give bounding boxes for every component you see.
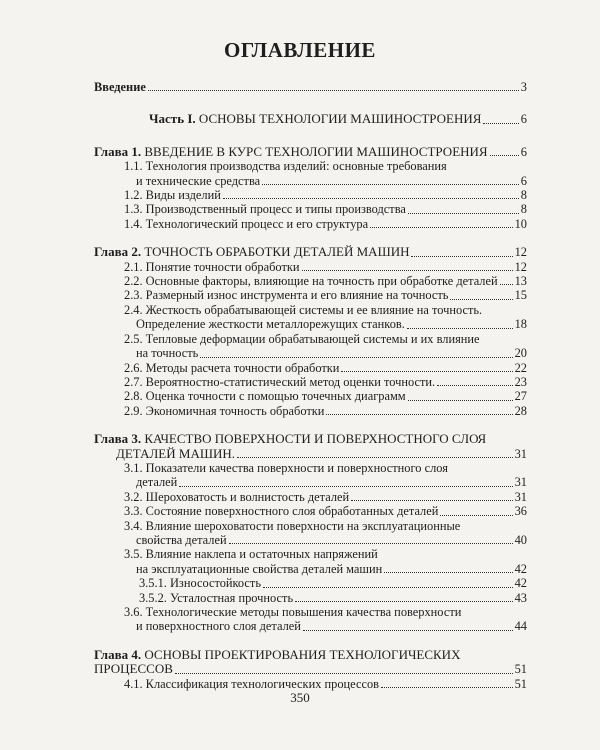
toc-entry-intro[interactable]: Введение 3 — [94, 80, 527, 94]
toc-entry-2-4[interactable]: 2.4. Жесткость обрабатывающей системы и ее влияние на точность. Определение жесткости металлорежущих станков. 18 — [124, 302, 527, 332]
toc-entry-2-2[interactable]: 2.2. Основные факторы, влияющие на точность при обработке деталей 13 — [124, 274, 527, 289]
toc-entry-1-3[interactable]: 1.3. Производственный процесс и типы производства 8 — [124, 202, 527, 217]
toc-entry-3-5[interactable]: 3.5. Влияние наклепа и остаточных напряжений на эксплуатационные свойства деталей машин 42 — [124, 547, 527, 576]
toc-entry-1-4[interactable]: 1.4. Технологический процесс и его структура 10 — [124, 216, 527, 231]
toc-entry-1-1[interactable]: 1.1. Технология производства изделий: основные требования и технические средства 6 — [124, 159, 527, 188]
toc-entry-chapter-2[interactable]: Глава 2. ТОЧНОСТЬ ОБРАБОТКИ ДЕТАЛЕЙ МАШИН 12 — [94, 244, 527, 260]
toc-entry-chapter-1[interactable]: Глава 1. ВВЕДЕНИЕ В КУРС ТЕХНОЛОГИИ МАШИНОСТРОЕНИЯ 6 — [94, 143, 527, 159]
toc-entry-3-5-1[interactable]: 3.5.1. Износостойкость 42 — [139, 576, 527, 591]
toc-entry-3-2[interactable]: 3.2. Шероховатость и волнистость деталей 31 — [124, 489, 527, 504]
table-of-contents — [94, 80, 527, 691]
toc-entry-2-1[interactable]: 2.1. Понятие точности обработки 12 — [124, 259, 527, 274]
toc-entry-2-3[interactable]: 2.3. Размерный износ инструмента и его влияние на точность 15 — [124, 288, 527, 303]
toc-entry-2-6[interactable]: 2.6. Методы расчета точности обработки 22 — [124, 360, 527, 375]
toc-entry-3-6[interactable]: 3.6. Технологические методы повышения качества поверхности и поверхностного слоя деталей 44 — [124, 605, 527, 634]
toc-entry-2-8[interactable]: 2.8. Оценка точности с помощью точечных диаграмм 27 — [124, 389, 527, 404]
page-number: 350 — [290, 690, 310, 705]
toc-entry-4-1[interactable]: 4.1. Классификация технологических процессов 51 — [124, 676, 527, 691]
toc-entry-1-2[interactable]: 1.2. Виды изделий 8 — [124, 188, 527, 203]
toc-entry-3-5-2[interactable]: 3.5.2. Усталостная прочность 43 — [139, 590, 527, 605]
toc-entry-2-5[interactable]: 2.5. Тепловые деформации обрабатывающей системы и их влияние на точность 20 — [124, 331, 527, 361]
toc-entry-3-1[interactable]: 3.1. Показатели качества поверхности и поверхностного слоя деталей 31 — [124, 460, 527, 490]
toc-entry-chapter-4[interactable]: Глава 4. ОСНОВЫ ПРОЕКТИРОВАНИЯ ТЕХНОЛОГИЧЕСКИХ ПРОЦЕССОВ 51 — [94, 646, 527, 677]
toc-entry-chapter-3[interactable]: Глава 3. КАЧЕСТВО ПОВЕРХНОСТИ И ПОВЕРХНОСТНОГО СЛОЯ ДЕТАЛЕЙ МАШИН. 31 — [94, 431, 527, 461]
toc-entry-3-4[interactable]: 3.4. Влияние шероховатости поверхности на эксплуатационные свойства деталей 40 — [124, 518, 527, 547]
toc-entry-2-7[interactable]: 2.7. Вероятностно-статистический метод оценки точности. 23 — [124, 374, 527, 389]
toc-entry-part-1[interactable]: Часть I. ОСНОВЫ ТЕХНОЛОГИИ МАШИНОСТРОЕНИЯ 6 — [149, 111, 527, 127]
page-title: ОГЛАВЛЕНИЕ — [224, 38, 376, 62]
toc-entry-3-3[interactable]: 3.3. Состояние поверхностного слоя обработанных деталей 36 — [124, 504, 527, 519]
toc-entry-2-9[interactable]: 2.9. Экономичная точность обработки 28 — [124, 403, 527, 418]
